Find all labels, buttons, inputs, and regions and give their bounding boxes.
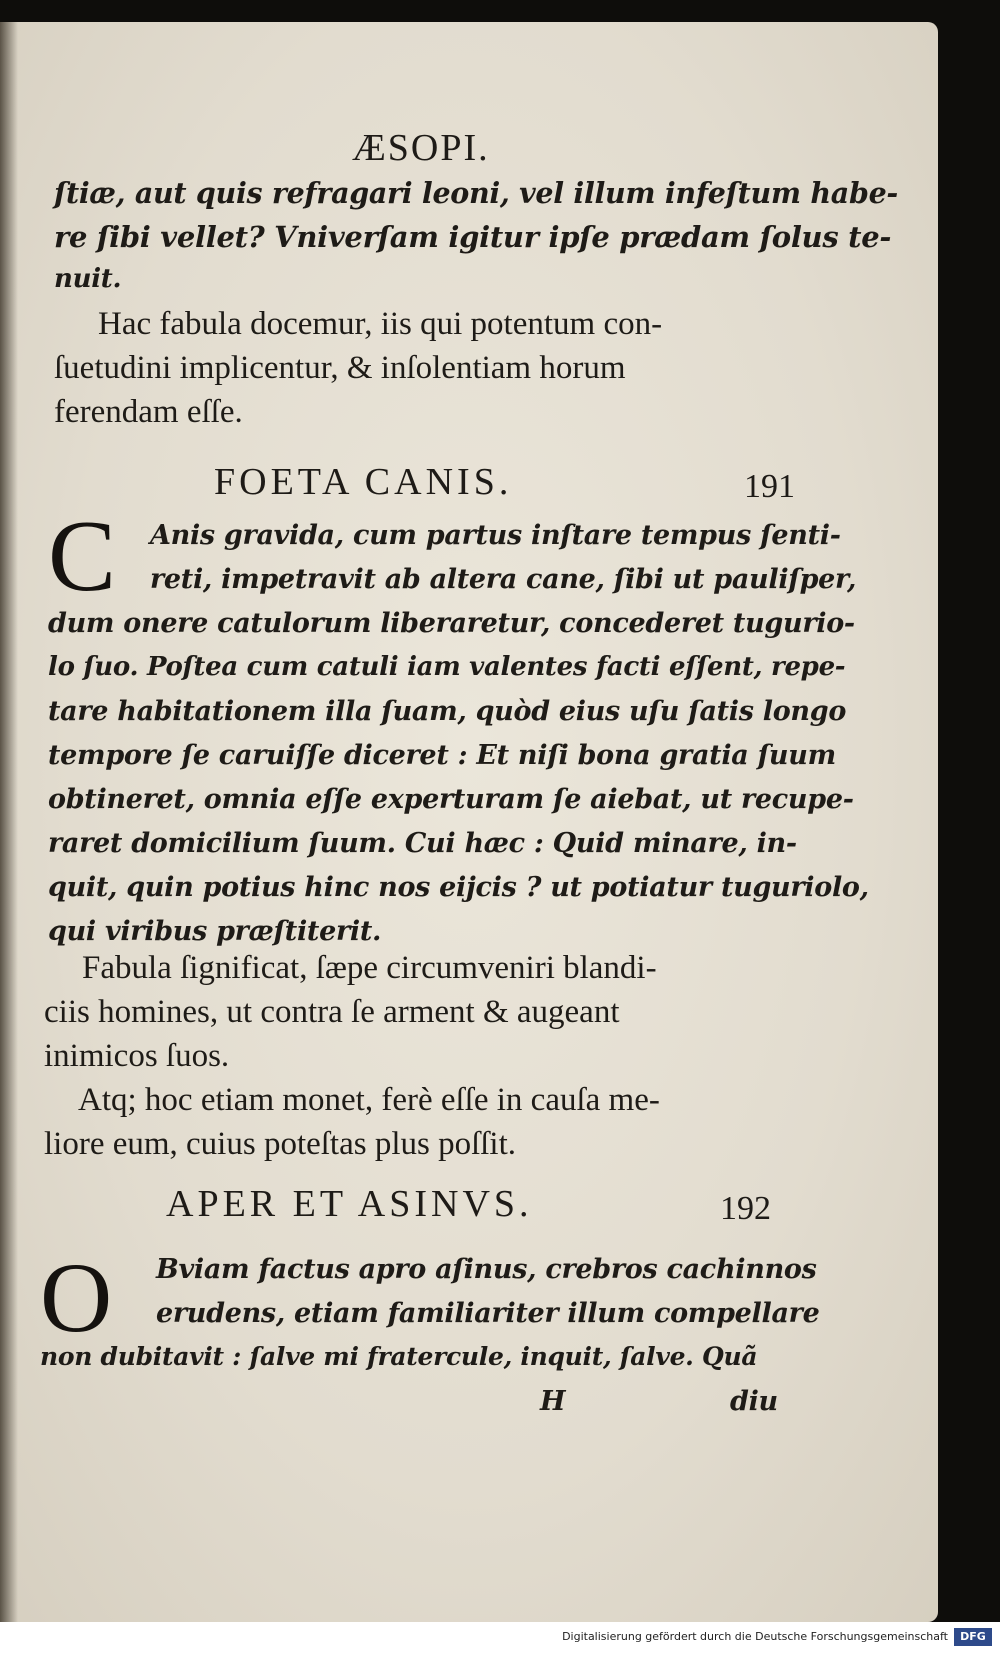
text-line: Anis gravida, cum partus inſtare tempus ſenti- (150, 520, 841, 551)
funding-notice: Digitalisierung gefördert durch die Deutsche Forschungsgemeinschaft (562, 1630, 948, 1643)
moral-line: Atq; hoc etiam monet, ferè eſſe in cauſa me- (78, 1082, 660, 1118)
signature-mark: H (540, 1386, 566, 1417)
text-line: Bviam factus apro aſinus, crebros cachinnos (156, 1254, 817, 1285)
catchword: diu (730, 1386, 778, 1417)
drop-cap: C (48, 500, 117, 613)
text-line: dum onere catulorum liberaretur, concederet tugurio- (48, 608, 855, 639)
moral-line: liore eum, cuius poteſtas plus poſſit. (44, 1126, 517, 1162)
fable-number: 192 (720, 1190, 771, 1227)
moral-line: Hac fabula docemur, iis qui potentum con- (98, 306, 663, 342)
footer-bar (0, 1622, 1000, 1653)
text-line: lo ſuo. Poſtea cum catuli iam valentes facti eſſent, repe- (48, 652, 846, 682)
moral-line: ferendam eſſe. (54, 394, 243, 430)
text-line: raret domicilium ſuum. Cui hæc : Quid minare, in- (48, 828, 797, 859)
book-page (0, 22, 938, 1622)
text-line: nuit. (54, 264, 122, 294)
text-line: qui viribus præſtiterit. (48, 916, 382, 947)
moral-line: Fabula ſignificat, ſæpe circumveniri blandi- (82, 950, 657, 986)
moral-line: ciis homines, ut contra ſe arment & augeant (44, 994, 620, 1030)
binding-shadow (0, 22, 18, 1622)
text-line: obtineret, omnia eſſe experturam ſe aiebat, ut recupe- (48, 784, 854, 815)
dfg-logo: DFG (954, 1628, 992, 1646)
running-head: ÆSOPI. (352, 127, 490, 169)
fable-title: APER ET ASINVS. (166, 1183, 533, 1225)
drop-cap: O (40, 1242, 113, 1353)
text-line: tempore ſe caruiſſe diceret : Et niſi bona gratia ſuum (48, 740, 836, 771)
fable-title: FOETA CANIS. (214, 461, 513, 503)
text-line: quit, quin potius hinc nos eijcis ? ut potiatur tuguriolo, (48, 872, 869, 903)
moral-line: ſuetudini implicentur, & inſolentiam horum (54, 350, 626, 386)
fable-number: 191 (744, 468, 795, 505)
moral-line: inimicos ſuos. (44, 1038, 230, 1074)
text-line: reti, impetravit ab altera cane, ſibi ut pauliſper, (150, 564, 857, 595)
text-line: erudens, etiam familiariter illum compellare (156, 1298, 820, 1329)
text-line: ſtiæ, aut quis refragari leoni, vel illum infeſtum habe- (54, 176, 898, 210)
text-line: tare habitationem illa ſuam, quòd eius uſu ſatis longo (48, 696, 847, 727)
text-line: re ſibi vellet? Vniverſam igitur ipſe prædam ſolus te- (54, 220, 892, 254)
text-line: non dubitavit : ſalve mi fratercule, inquit, ſalve. Quã (40, 1342, 758, 1371)
